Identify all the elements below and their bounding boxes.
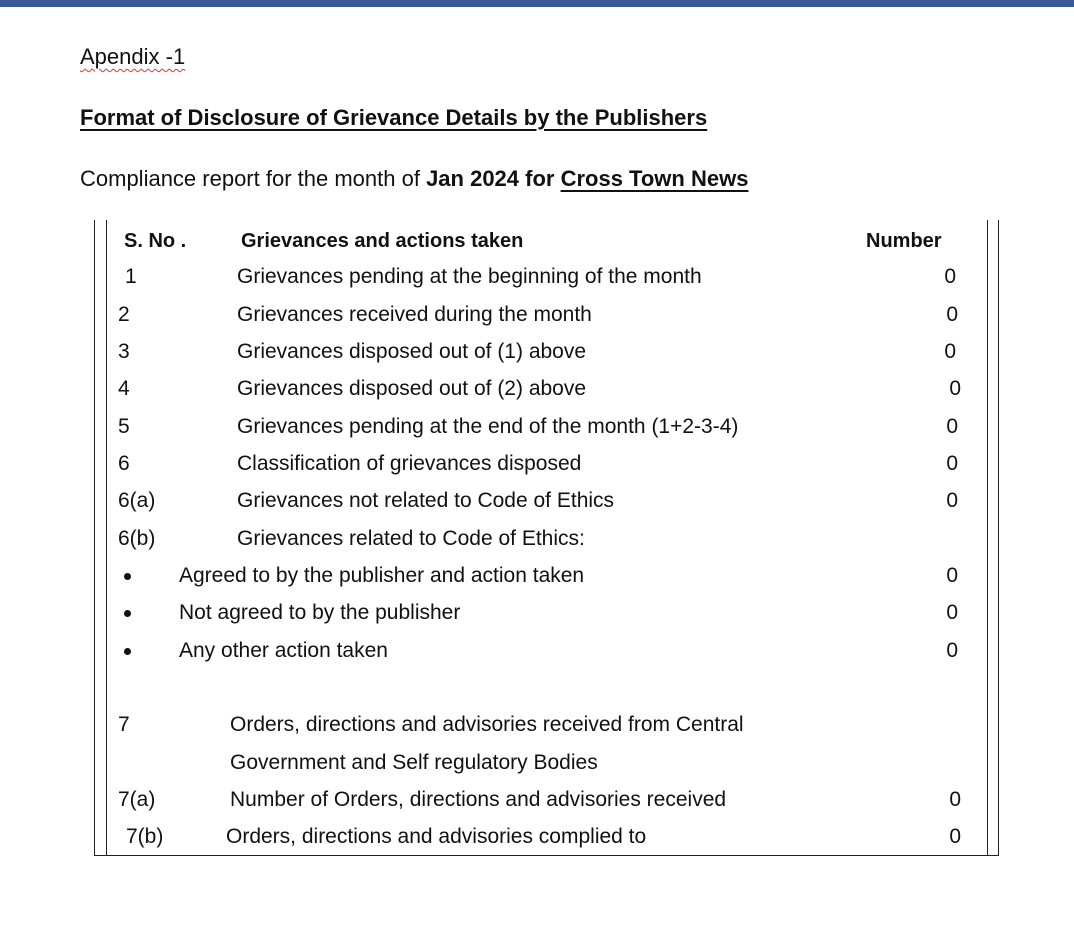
bullet-text: Not agreed to by the publisher [179, 601, 461, 624]
row-value: 0 [944, 340, 956, 363]
row-text: Number of Orders, directions and advisories received [230, 788, 727, 811]
bullet-value: 0 [946, 639, 958, 662]
row-text: Grievances pending at the beginning of the month [237, 265, 702, 288]
row-value: 0 [946, 452, 958, 475]
appendix-title: Apendix -1 [80, 44, 186, 69]
bullet-icon [124, 610, 131, 617]
row-text-continued: Government and Self regulatory Bodies [230, 751, 598, 774]
row-value: 0 [944, 265, 956, 288]
bullet-icon [124, 648, 131, 655]
row-text: Orders, directions and advisories complied to [226, 825, 647, 848]
compliance-line [80, 166, 748, 192]
row-text: Grievances related to Code of Ethics: [237, 527, 585, 550]
bullet-icon [124, 573, 131, 580]
row-sno: 6(b) [118, 527, 156, 550]
row-sno: 6(a) [118, 489, 156, 512]
row-sno: 7(b) [126, 825, 164, 848]
row-sno: 6 [118, 452, 130, 475]
bullet-value: 0 [946, 601, 958, 624]
compliance-prefix: Compliance report for the month of [80, 166, 427, 191]
table-border-right-outer [998, 220, 999, 856]
header-sno: S. No . [124, 230, 187, 252]
row-value: 0 [946, 303, 958, 326]
table-border-left-outer [94, 220, 95, 856]
publisher-name: Cross Town News [560, 166, 749, 191]
row-text: Grievances not related to Code of Ethics [237, 489, 615, 512]
row-text: Grievances disposed out of (2) above [237, 377, 587, 400]
row-value: 0 [946, 489, 958, 512]
row-value: 0 [946, 415, 958, 438]
table-border-left-inner [106, 220, 107, 856]
row-sno: 4 [118, 377, 130, 400]
row-text: Classification of grievances disposed [237, 452, 582, 475]
top-accent-bar [0, 0, 1074, 7]
bullet-text: Any other action taken [179, 639, 388, 662]
row-sno: 7(a) [118, 788, 156, 811]
row-sno: 2 [118, 303, 130, 326]
row-value: 0 [949, 377, 961, 400]
table-border-right-inner [987, 220, 988, 856]
bullet-text: Agreed to by the publisher and action taken [179, 564, 585, 587]
row-sno: 3 [118, 340, 130, 363]
row-text: Grievances pending at the end of the month (1+2-3-4) [237, 415, 739, 438]
table-border-bottom [94, 855, 999, 856]
header-description: Grievances and actions taken [241, 230, 524, 252]
header-number: Number [866, 230, 942, 252]
row-value: 0 [949, 788, 961, 811]
bullet-value: 0 [946, 564, 958, 587]
compliance-period: Jan 2024 for [426, 166, 561, 191]
row-sno: 1 [125, 265, 137, 288]
row-text: Grievances disposed out of (1) above [237, 340, 587, 363]
row-text: Orders, directions and advisories received from Central [230, 713, 744, 736]
row-sno: 5 [118, 415, 130, 438]
document-heading: Format of Disclosure of Grievance Details by the Publishers [80, 105, 708, 130]
row-text: Grievances received during the month [237, 303, 592, 326]
row-value: 0 [949, 825, 961, 848]
row-sno: 7 [118, 713, 130, 736]
